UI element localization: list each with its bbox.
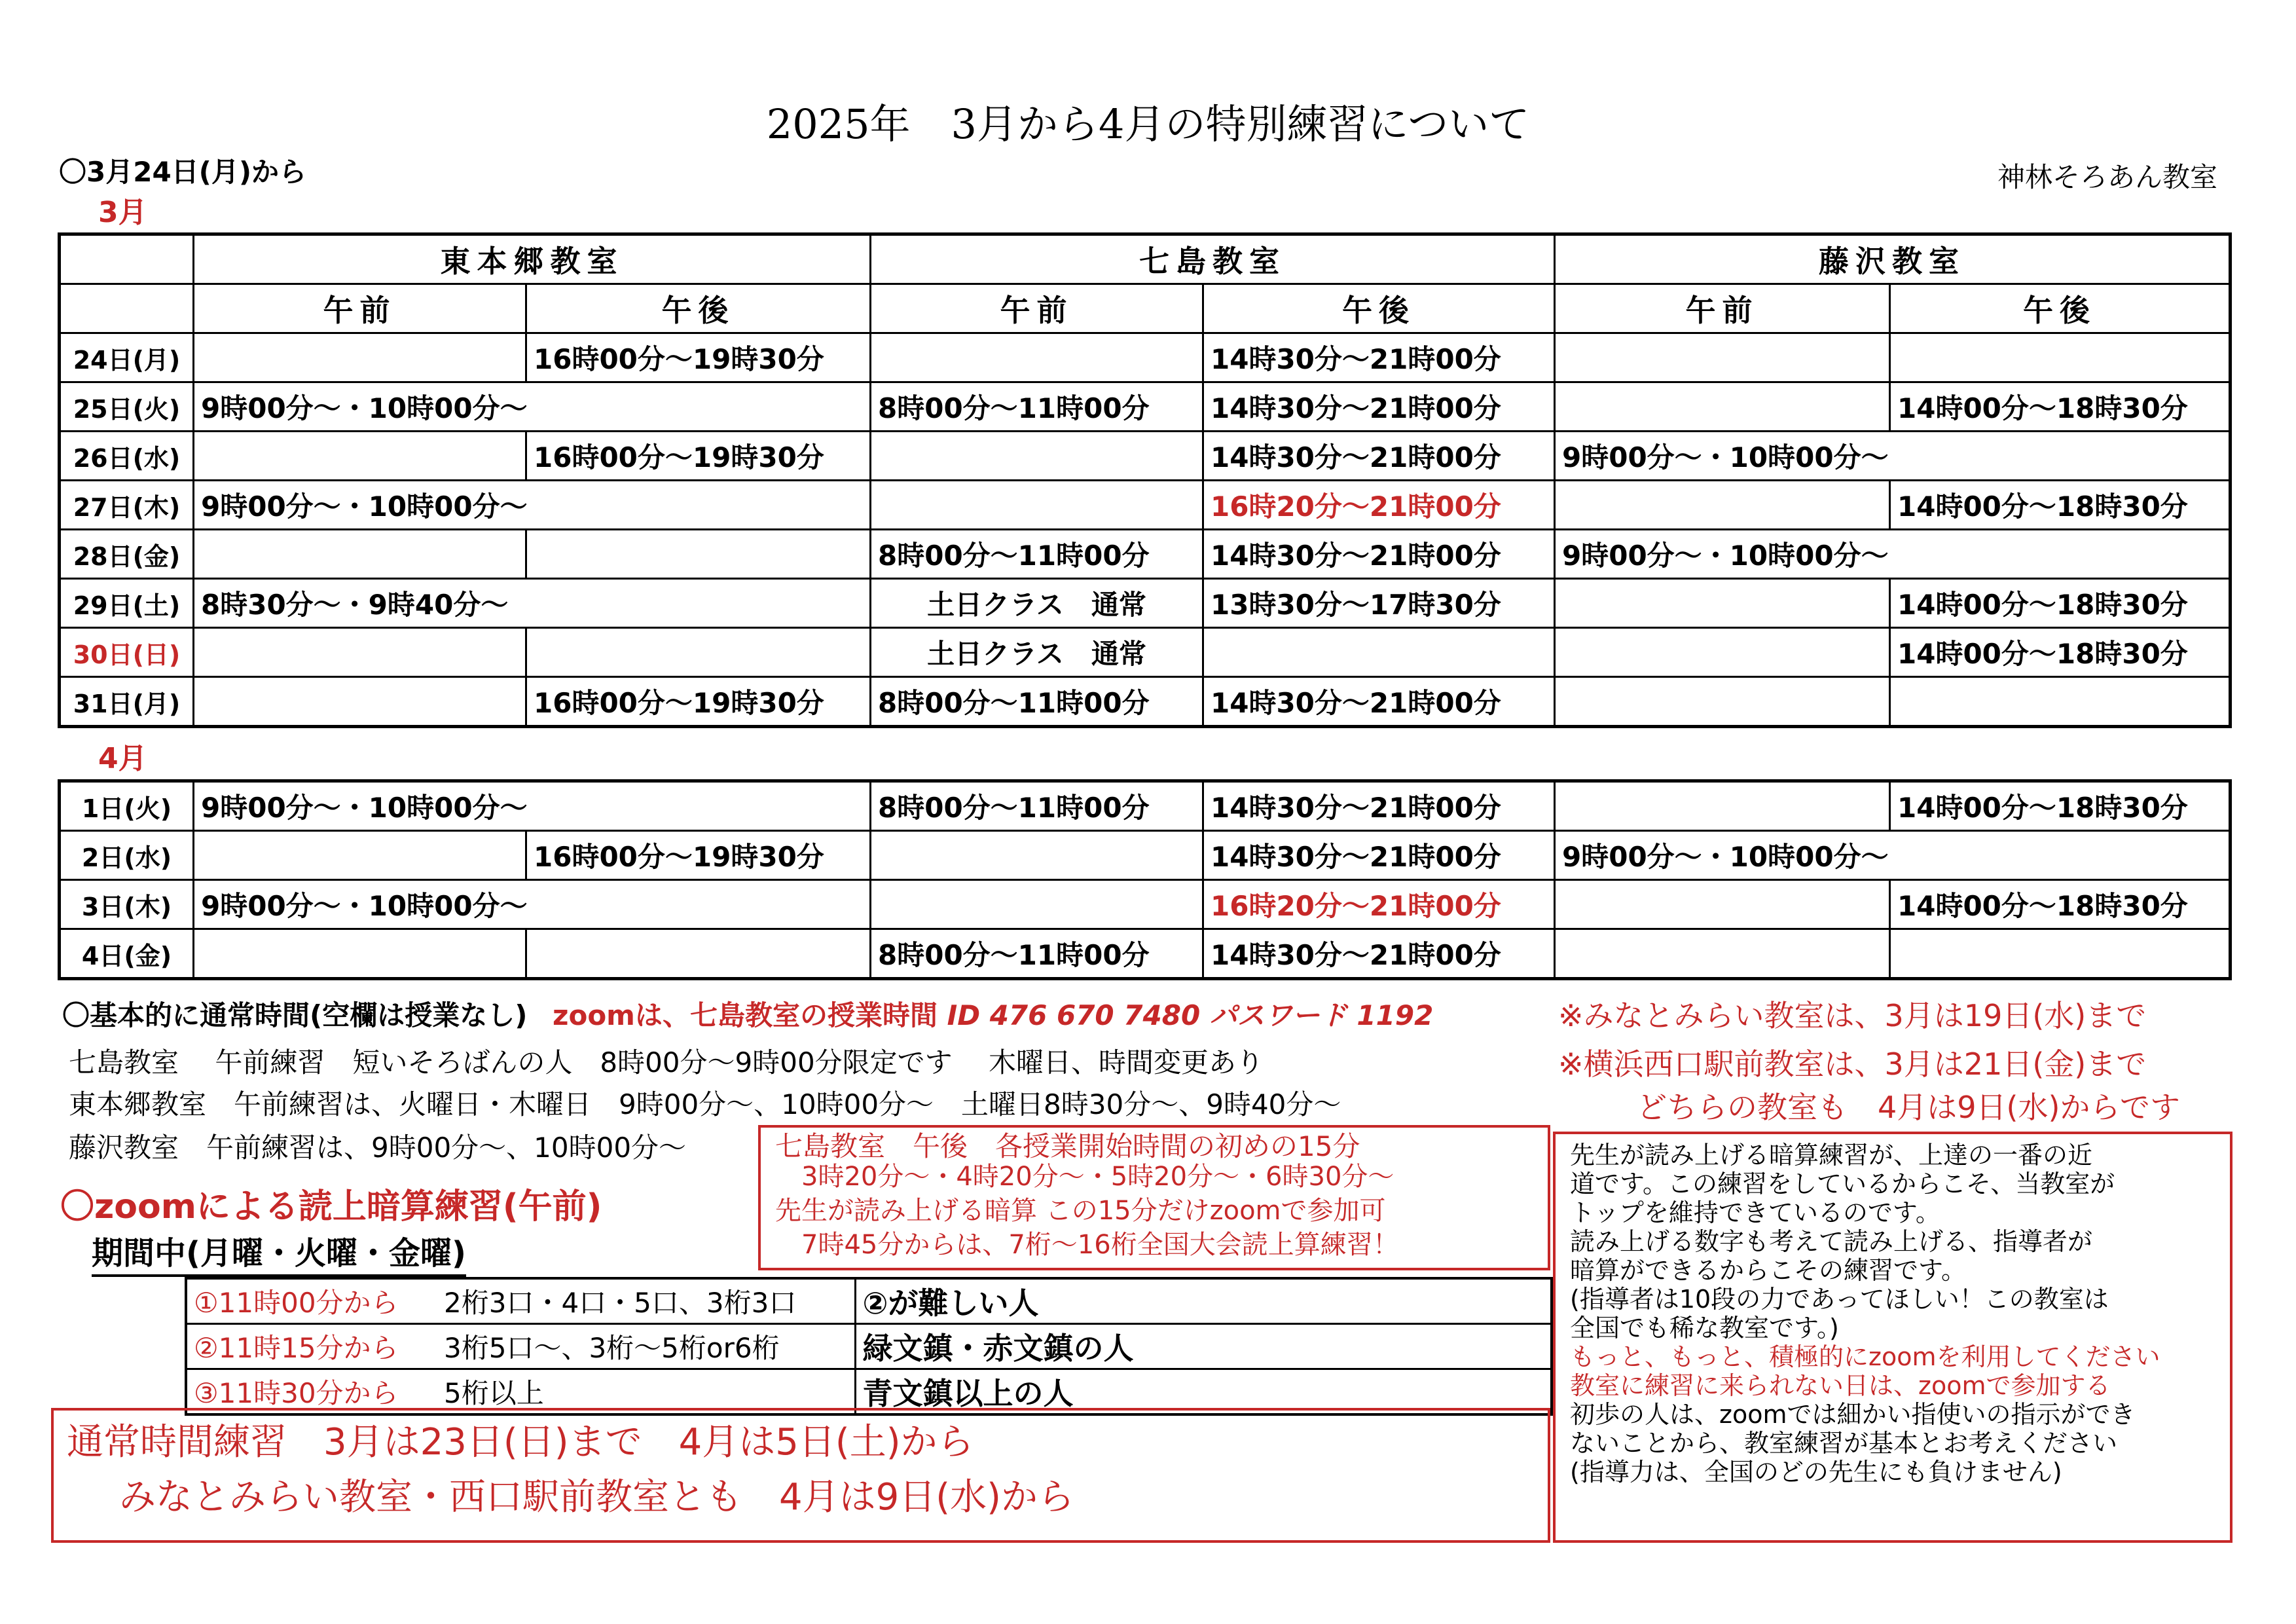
day-cell: 2日(水) (60, 831, 194, 880)
minatomirai-notice: ※みなとみらい教室は、3月は19日(水)まで (1558, 998, 2147, 1033)
header-am: 午前 (194, 284, 526, 333)
day-cell: 1日(火) (60, 781, 194, 831)
nanashima-am-note: 七島教室 午前練習 短いそろばんの人 8時00分～9時00分限定です 木曜日、時間変更あり (69, 1046, 1264, 1079)
box-line: 3時20分～・4時20分～・5時20分～・6時30分～ (801, 1162, 1394, 1192)
header-pm: 午後 (1890, 284, 2231, 333)
day-cell: 4日(金) (60, 929, 194, 979)
zoom-time-cell: ②11時15分から (186, 1324, 437, 1369)
header-pm: 午後 (1203, 284, 1555, 333)
time-cell (526, 628, 871, 677)
teacher-note-line: 読み上げる数字も考えて読み上げる、指導者が (1570, 1227, 2093, 1256)
time-cell: 9時00分～・10時00分～ (1555, 530, 2231, 579)
day-cell: 24日(月) (60, 333, 194, 382)
box-line: 先生が読み上げる暗算 この15分だけzoomで参加可 (775, 1196, 1386, 1226)
time-cell: 14時00分～18時30分 (1890, 382, 2231, 432)
schedule-row (60, 677, 2231, 727)
teacher-note-box (1553, 1132, 2232, 1543)
zoom-row (186, 1324, 1552, 1369)
time-cell (871, 432, 1203, 481)
time-cell (1555, 579, 1890, 628)
zoom-time-cell: ①11時00分から (186, 1278, 437, 1324)
schedule-row (60, 333, 2231, 382)
header-pm: 午後 (526, 284, 871, 333)
time-cell: 土日クラス 通常 (871, 628, 1203, 677)
time-cell: 8時00分～11時00分 (871, 677, 1203, 727)
yokohama-notice: ※横浜西口駅前教室は、3月は21日(金)まで (1558, 1046, 2147, 1082)
time-cell (1555, 628, 1890, 677)
schedule-row (60, 880, 2231, 929)
time-cell: 14時00分～18時30分 (1890, 481, 2231, 530)
time-cell (1890, 333, 2231, 382)
day-cell: 25日(火) (60, 382, 194, 432)
day-cell: 28日(金) (60, 530, 194, 579)
time-cell: 8時00分～11時00分 (871, 929, 1203, 979)
zoom-who-cell: ②が難しい人 (855, 1278, 1552, 1324)
time-cell: 14時30分～21時00分 (1203, 530, 1555, 579)
school-name: 神林そろあん教室 (1997, 161, 2217, 193)
time-cell: 8時30分～・9時40分～ (194, 579, 871, 628)
zoom-period: 期間中(月曜・火曜・金曜) (92, 1228, 466, 1277)
time-cell: 14時00分～18時30分 (1890, 781, 2231, 831)
page-title: 2025年 3月から4月の特別練習について (766, 100, 1530, 148)
both-classes-notice: どちらの教室も 4月は9日(水)からです (1637, 1090, 2180, 1125)
time-cell (194, 333, 526, 382)
teacher-lines (1570, 1141, 2160, 1486)
zoom-digits-cell: 5桁以上 (437, 1369, 855, 1415)
time-cell (1555, 929, 1890, 979)
time-cell: 9時00分～・10時00分～ (194, 781, 871, 831)
april-label: 4月 (98, 742, 147, 775)
time-cell (194, 677, 526, 727)
time-cell: 16時20分～21時00分 (1203, 880, 1555, 929)
basic-note (62, 995, 1433, 1036)
schedule-row (60, 831, 2231, 880)
teacher-note-line: 教室に練習に来られない日は、zoomで参加する (1570, 1371, 2111, 1400)
time-cell (194, 530, 526, 579)
time-cell (1890, 677, 2231, 727)
zoom-who-cell: 緑文鎮・赤文鎮の人 (855, 1324, 1552, 1369)
day-cell: 29日(土) (60, 579, 194, 628)
time-cell: 9時00分～・10時00分～ (1555, 831, 2231, 880)
teacher-note-line: 道です。この練習をしているからこそ、当教室が (1570, 1170, 2115, 1198)
time-cell: 16時00分～19時30分 (526, 831, 871, 880)
day-cell: 27日(木) (60, 481, 194, 530)
schedule-row (60, 781, 2231, 831)
time-cell (871, 831, 1203, 880)
time-cell: 14時30分～21時00分 (1203, 382, 1555, 432)
time-cell (1555, 382, 1890, 432)
time-cell (194, 628, 526, 677)
time-cell: 16時00分～19時30分 (526, 677, 871, 727)
time-cell: 14時30分～21時00分 (1203, 677, 1555, 727)
normal-line-2: みなとみらい教室・西口駅前教室とも 4月は9日(水)から (119, 1476, 1074, 1519)
zoom-time-cell: ③11時30分から (186, 1369, 437, 1415)
time-cell (526, 929, 871, 979)
time-cell: 9時00分～・10時00分～ (194, 382, 871, 432)
time-cell (1555, 880, 1890, 929)
normal-line-1: 通常時間練習 3月は23日(日)まで 4月は5日(土)から (67, 1421, 974, 1464)
time-cell (526, 530, 871, 579)
teacher-note-line: 初歩の人は、zoomでは細かい指使いの指示ができ (1570, 1400, 2136, 1429)
time-cell (194, 929, 526, 979)
schedule-row (60, 530, 2231, 579)
zoom-schedule-table (185, 1277, 1553, 1416)
day-cell: 31日(月) (60, 677, 194, 727)
time-cell (1555, 677, 1890, 727)
teacher-note-line: トップを維持できているのです。 (1570, 1198, 1941, 1227)
time-cell (1555, 333, 1890, 382)
teacher-note-line: 暗算ができるからこその練習です。 (1570, 1256, 1966, 1285)
zoom-digits-cell: 2桁3口・4口・5口、3桁3口 (437, 1278, 855, 1324)
schedule-row (60, 929, 2231, 979)
time-cell (1555, 481, 1890, 530)
teacher-note-line: (指導者は10段の力であってほしい！この教室は (1570, 1285, 2109, 1314)
header-higashihongo: 東本郷教室 (194, 234, 871, 284)
corner-cell (60, 284, 194, 333)
time-cell (871, 880, 1203, 929)
nanashima-zoom-box (758, 1125, 1550, 1270)
day-cell: 3日(木) (60, 880, 194, 929)
time-cell: 14時30分～21時00分 (1203, 831, 1555, 880)
april-schedule-table (58, 779, 2232, 980)
time-cell (194, 432, 526, 481)
basic-note-text: 〇基本的に通常時間(空欄は授業なし) (62, 999, 528, 1031)
time-cell (194, 831, 526, 880)
march-label: 3月 (98, 196, 147, 229)
start-note: 〇3月24日(月)から (59, 156, 307, 188)
time-cell: 9時00分～・10時00分～ (1555, 432, 2231, 481)
day-cell: 30日(日) (60, 628, 194, 677)
time-cell: 14時00分～18時30分 (1890, 628, 2231, 677)
teacher-note-line: ないことから、教室練習が基本とお考えください (1570, 1429, 2118, 1458)
header-am: 午前 (871, 284, 1203, 333)
header-am: 午前 (1555, 284, 1890, 333)
time-cell (871, 333, 1203, 382)
schedule-row (60, 382, 2231, 432)
time-cell: 土日クラス 通常 (871, 579, 1203, 628)
time-cell: 14時30分～21時00分 (1203, 929, 1555, 979)
time-cell: 16時20分～21時00分 (1203, 481, 1555, 530)
march-schedule-table (58, 232, 2232, 728)
teacher-note-line: 全国でも稀な教室です。) (1570, 1314, 1839, 1342)
time-cell: 16時00分～19時30分 (526, 333, 871, 382)
time-cell: 9時00分～・10時00分～ (194, 481, 871, 530)
time-cell: 14時00分～18時30分 (1890, 579, 2231, 628)
time-cell: 16時00分～19時30分 (526, 432, 871, 481)
zoom-digits-cell: 3桁5口～、3桁～5桁or6桁 (437, 1324, 855, 1369)
time-cell: 9時00分～・10時00分～ (194, 880, 871, 929)
time-cell (1203, 628, 1555, 677)
zoom-row (186, 1278, 1552, 1324)
schedule-row (60, 579, 2231, 628)
corner-cell (60, 234, 194, 284)
schedule-row (60, 628, 2231, 677)
time-cell: 14時30分～21時00分 (1203, 333, 1555, 382)
teacher-note-line: 先生が読み上げる暗算練習が、上達の一番の近 (1570, 1141, 2093, 1170)
zoom-note: zoomは、七島教室の授業時間 (553, 999, 938, 1031)
zoom-id: ID 476 670 7480 パスワード 1192 (947, 999, 1434, 1031)
time-cell: 14時30分～21時00分 (1203, 781, 1555, 831)
time-cell: 14時00分～18時30分 (1890, 880, 2231, 929)
time-cell: 8時00分～11時00分 (871, 530, 1203, 579)
header-nanashima: 七島教室 (871, 234, 1555, 284)
time-cell: 13時30分～17時30分 (1203, 579, 1555, 628)
header-fujisawa: 藤沢教室 (1555, 234, 2231, 284)
time-cell: 14時30分～21時00分 (1203, 432, 1555, 481)
teacher-note-line: もっと、もっと、積極的にzoomを利用してください (1570, 1342, 2160, 1371)
time-cell: 8時00分～11時00分 (871, 382, 1203, 432)
time-cell (1890, 929, 2231, 979)
box-line: 7時45分からは、7桁～16桁全国大会読上算練習！ (801, 1230, 1399, 1260)
zoom-who-cell: 青文鎮以上の人 (855, 1369, 1552, 1415)
time-cell (1555, 781, 1890, 831)
fujisawa-am-note: 藤沢教室 午前練習は、9時00分～、10時00分～ (69, 1132, 687, 1164)
zoom-heading: 〇zoomによる読上暗算練習(午前) (60, 1187, 602, 1227)
day-cell: 26日(水) (60, 432, 194, 481)
box-line: 七島教室 午後 各授業開始時間の初めの15分 (775, 1130, 1360, 1162)
time-cell: 8時00分～11時00分 (871, 781, 1203, 831)
schedule-row (60, 481, 2231, 530)
higashihongo-am-note: 東本郷教室 午前練習は、火曜日・木曜日 9時00分～、10時00分～ 土曜日8時30分～、9時40分～ (69, 1088, 1341, 1120)
normal-time-box (51, 1408, 1550, 1543)
time-cell (871, 481, 1203, 530)
teacher-note-line: (指導力は、全国のどの先生にも負けません) (1570, 1458, 2062, 1486)
schedule-row (60, 432, 2231, 481)
